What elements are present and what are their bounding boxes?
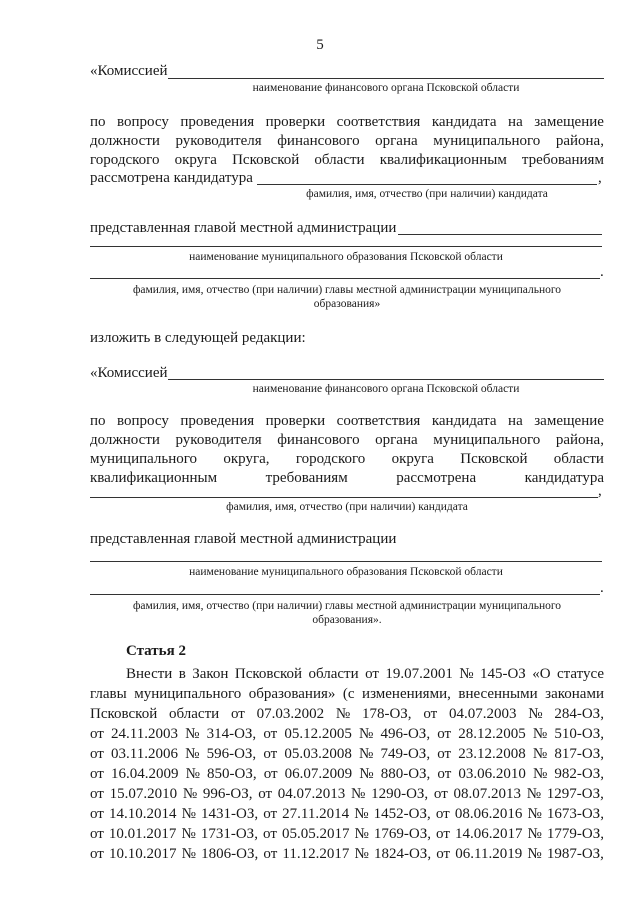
word: от: [436, 826, 450, 842]
word: финансового: [277, 133, 360, 149]
word: муниципального: [134, 686, 242, 702]
word: проверки: [265, 114, 326, 130]
word: от: [90, 846, 104, 862]
word: №: [527, 826, 542, 842]
word: требованиям: [521, 152, 604, 168]
candidate-blank: [90, 497, 598, 498]
paragraph-line: [90, 413, 604, 430]
word: 28.12.2005: [458, 726, 526, 742]
word: городского: [295, 451, 366, 467]
word: статусе: [556, 666, 604, 682]
paragraph-line: [90, 133, 604, 150]
comma: ,: [598, 483, 602, 499]
word: 10.01.2017: [108, 826, 177, 842]
article-title: Статья 2: [126, 643, 186, 659]
word: №: [359, 726, 374, 742]
word: муниципального: [433, 432, 541, 448]
word: №: [459, 666, 474, 682]
presented-label: представленная главой местной администрации: [90, 220, 397, 236]
municipality-caption: наименование муниципального образования Псковской области: [189, 566, 503, 578]
article-line: [90, 806, 604, 823]
word: №: [359, 746, 374, 762]
head-caption: образования».: [312, 614, 382, 626]
municipality-blank: [90, 246, 602, 247]
word: области: [314, 152, 365, 168]
word: руководителя: [175, 432, 262, 448]
word: финансового: [277, 432, 360, 448]
word: 06.11.2019: [455, 846, 523, 862]
word: области: [169, 706, 220, 722]
word: 1769-ОЗ,: [373, 826, 431, 842]
word: 03.11.2006: [111, 746, 178, 762]
article-line: [90, 706, 604, 723]
word: 749-ОЗ,: [380, 746, 431, 762]
word: от: [365, 666, 379, 682]
word: 23.12.2008: [458, 746, 526, 762]
word: от: [90, 826, 104, 842]
word: района,: [555, 133, 604, 149]
word: от: [263, 846, 278, 862]
word: на: [508, 114, 523, 130]
municipality-blank: [90, 561, 602, 562]
word: от: [436, 846, 451, 862]
fin-organ-blank: [168, 78, 604, 79]
word: 15.07.2010: [109, 786, 178, 802]
fin-organ-blank: [168, 379, 604, 380]
word: муниципального: [433, 133, 541, 149]
article-line: [90, 726, 604, 743]
word: округа,: [223, 451, 270, 467]
word: 05.12.2005: [284, 726, 352, 742]
word: №: [526, 786, 542, 802]
word: органа: [375, 432, 418, 448]
word: вопросу: [117, 114, 169, 130]
word: 07.03.2002: [256, 706, 325, 722]
word: 04.07.2013: [277, 786, 346, 802]
page-number: 5: [316, 37, 324, 53]
word: 1452-ОЗ,: [373, 806, 431, 822]
word: 16.04.2009: [110, 766, 179, 782]
presented-blank: [398, 234, 602, 235]
word: образования»: [248, 686, 336, 702]
candidate-caption: фамилия, имя, отчество (при наличии) кандидата: [306, 188, 548, 200]
word: Псковской: [90, 706, 158, 722]
word: городского: [90, 152, 160, 168]
word: проведения: [180, 413, 255, 429]
word: соответствия: [336, 413, 421, 429]
dot: .: [600, 580, 604, 596]
word: Псковской: [232, 152, 300, 168]
word: 496-ОЗ,: [380, 726, 431, 742]
paragraph-line: [90, 432, 604, 449]
word: Псковской: [234, 666, 303, 682]
word: квалификационным: [90, 470, 218, 486]
word: 510-ОЗ,: [554, 726, 604, 742]
word: 05.03.2008: [284, 746, 352, 762]
word: замещение: [534, 114, 604, 130]
word: 1673-ОЗ,: [546, 806, 604, 822]
word: проведения: [180, 114, 255, 130]
word: №: [527, 846, 542, 862]
word: 1806-ОЗ,: [201, 846, 259, 862]
word: №: [528, 706, 543, 722]
paragraph-line: рассмотрена кандидатура: [90, 170, 253, 186]
word: органа: [375, 133, 418, 149]
dot: .: [600, 264, 604, 280]
word: №: [185, 746, 200, 762]
word: от: [90, 746, 104, 762]
word: от: [423, 706, 438, 722]
article-line: [90, 766, 604, 783]
word: Закон: [192, 666, 229, 682]
word: от: [90, 806, 104, 822]
word: от: [437, 726, 452, 742]
article-line: [90, 846, 604, 863]
word: руководителя: [175, 133, 262, 149]
word: от: [435, 806, 450, 822]
word: округа: [391, 451, 434, 467]
word: 1987-ОЗ,: [546, 846, 604, 862]
word: №: [532, 726, 548, 742]
word: 04.07.2003: [448, 706, 517, 722]
word: (с: [342, 686, 355, 702]
word: №: [532, 766, 548, 782]
word: от: [90, 726, 104, 742]
municipality-caption: наименование муниципального образования Псковской области: [189, 251, 503, 263]
word: замещение: [534, 413, 604, 429]
word: 1290-ОЗ,: [371, 786, 429, 802]
word: по: [90, 413, 106, 429]
word: от: [263, 806, 278, 822]
word: №: [185, 726, 200, 742]
word: внесенными: [458, 686, 538, 702]
word: на: [508, 413, 523, 429]
word: №: [351, 786, 366, 802]
word: вопросу: [117, 413, 169, 429]
paragraph-line: [90, 114, 604, 131]
word: должности: [90, 133, 160, 149]
head-caption: образования»: [313, 298, 381, 310]
word: кандидата: [431, 413, 497, 429]
fin-organ-caption: наименование финансового органа Псковской области: [252, 82, 520, 94]
word: 14.10.2014: [108, 806, 177, 822]
word: Псковской: [460, 451, 528, 467]
word: области: [553, 451, 604, 467]
word: от: [263, 766, 278, 782]
word: 284-ОЗ,: [554, 706, 604, 722]
word: от: [263, 826, 277, 842]
word: №: [532, 746, 548, 762]
word: области: [308, 666, 359, 682]
word: №: [182, 786, 198, 802]
word: №: [359, 766, 374, 782]
word: 06.07.2009: [284, 766, 353, 782]
word: квалификационным: [379, 152, 507, 168]
head-caption: фамилия, имя, отчество (при наличии) главы местной администрации муниципального: [132, 600, 562, 612]
presented-label: представленная главой местной администрации: [90, 531, 397, 547]
paragraph-line: [90, 152, 604, 169]
word: 08.06.2016: [454, 806, 523, 822]
komissiey-label: «Комиссией: [90, 365, 168, 381]
word: №: [335, 706, 351, 722]
word: законами: [545, 686, 604, 702]
head-blank: [90, 594, 600, 595]
word: 178-ОЗ,: [361, 706, 412, 722]
word: 850-ОЗ,: [207, 766, 257, 782]
word: от: [90, 786, 104, 802]
word: 14.06.2017: [454, 826, 523, 842]
paragraph-line: [90, 451, 604, 468]
word: 1824-ОЗ,: [373, 846, 432, 862]
word: кандидата: [431, 114, 497, 130]
head-blank: [90, 278, 600, 279]
word: №: [527, 806, 542, 822]
word: 982-ОЗ,: [554, 766, 604, 782]
word: от: [263, 726, 278, 742]
word: соответствия: [336, 114, 421, 130]
word: №: [354, 806, 369, 822]
word: от: [433, 786, 448, 802]
word: №: [354, 846, 369, 862]
article-line: [90, 786, 604, 803]
word: муниципального: [90, 451, 198, 467]
article-line: [90, 686, 604, 703]
word: 05.05.2017: [281, 826, 350, 842]
word: от: [437, 746, 452, 762]
word: района,: [555, 432, 604, 448]
word: кандидатура: [524, 470, 604, 486]
word: 817-ОЗ,: [554, 746, 604, 762]
candidate-caption: фамилия, имя, отчество (при наличии) кандидата: [226, 501, 468, 513]
word: 24.11.2003: [111, 726, 178, 742]
word: 08.07.2013: [453, 786, 521, 802]
word: 1431-ОЗ,: [201, 806, 259, 822]
word: №: [354, 826, 369, 842]
article-line: [90, 746, 604, 763]
word: округа: [174, 152, 217, 168]
word: 19.07.2001: [385, 666, 453, 682]
word: 1731-ОЗ,: [200, 826, 258, 842]
word: 145-ОЗ: [479, 666, 526, 682]
word: в: [178, 666, 186, 682]
word: 880-ОЗ,: [380, 766, 431, 782]
word: 996-ОЗ,: [202, 786, 253, 802]
word: от: [90, 766, 104, 782]
word: должности: [90, 432, 160, 448]
word: от: [230, 706, 245, 722]
word: №: [185, 766, 200, 782]
word: требованиям: [265, 470, 348, 486]
word: №: [181, 826, 196, 842]
word: от: [437, 766, 452, 782]
word: проверки: [265, 413, 326, 429]
word: 1779-ОЗ,: [546, 826, 604, 842]
word: главы: [90, 686, 127, 702]
comma: ,: [598, 170, 602, 186]
head-caption: фамилия, имя, отчество (при наличии) главы местной администрации муниципального: [132, 284, 562, 296]
komissiey-label: «Комиссией: [90, 63, 168, 79]
word: 596-ОЗ,: [206, 746, 257, 762]
word: 27.11.2014: [282, 806, 350, 822]
word: 11.12.2017: [282, 846, 350, 862]
article-line: [126, 666, 604, 683]
word: Внести: [126, 666, 173, 682]
word: от: [263, 746, 278, 762]
fin-organ-caption: наименование финансового органа Псковской области: [252, 383, 520, 395]
word: 1297-ОЗ,: [546, 786, 604, 802]
word: №: [181, 806, 196, 822]
word: 314-ОЗ,: [206, 726, 257, 742]
word: по: [90, 114, 106, 130]
izlozhit-text: изложить в следующей редакции:: [90, 330, 306, 346]
paragraph-line: [90, 470, 604, 487]
word: 03.06.2010: [458, 766, 526, 782]
candidate-blank: [257, 184, 597, 185]
word: изменениями,: [362, 686, 451, 702]
word: «О: [532, 666, 551, 682]
word: №: [181, 846, 196, 862]
word: 10.10.2017: [109, 846, 177, 862]
word: от: [258, 786, 273, 802]
article-line: [90, 826, 604, 843]
word: рассмотрена: [396, 470, 477, 486]
